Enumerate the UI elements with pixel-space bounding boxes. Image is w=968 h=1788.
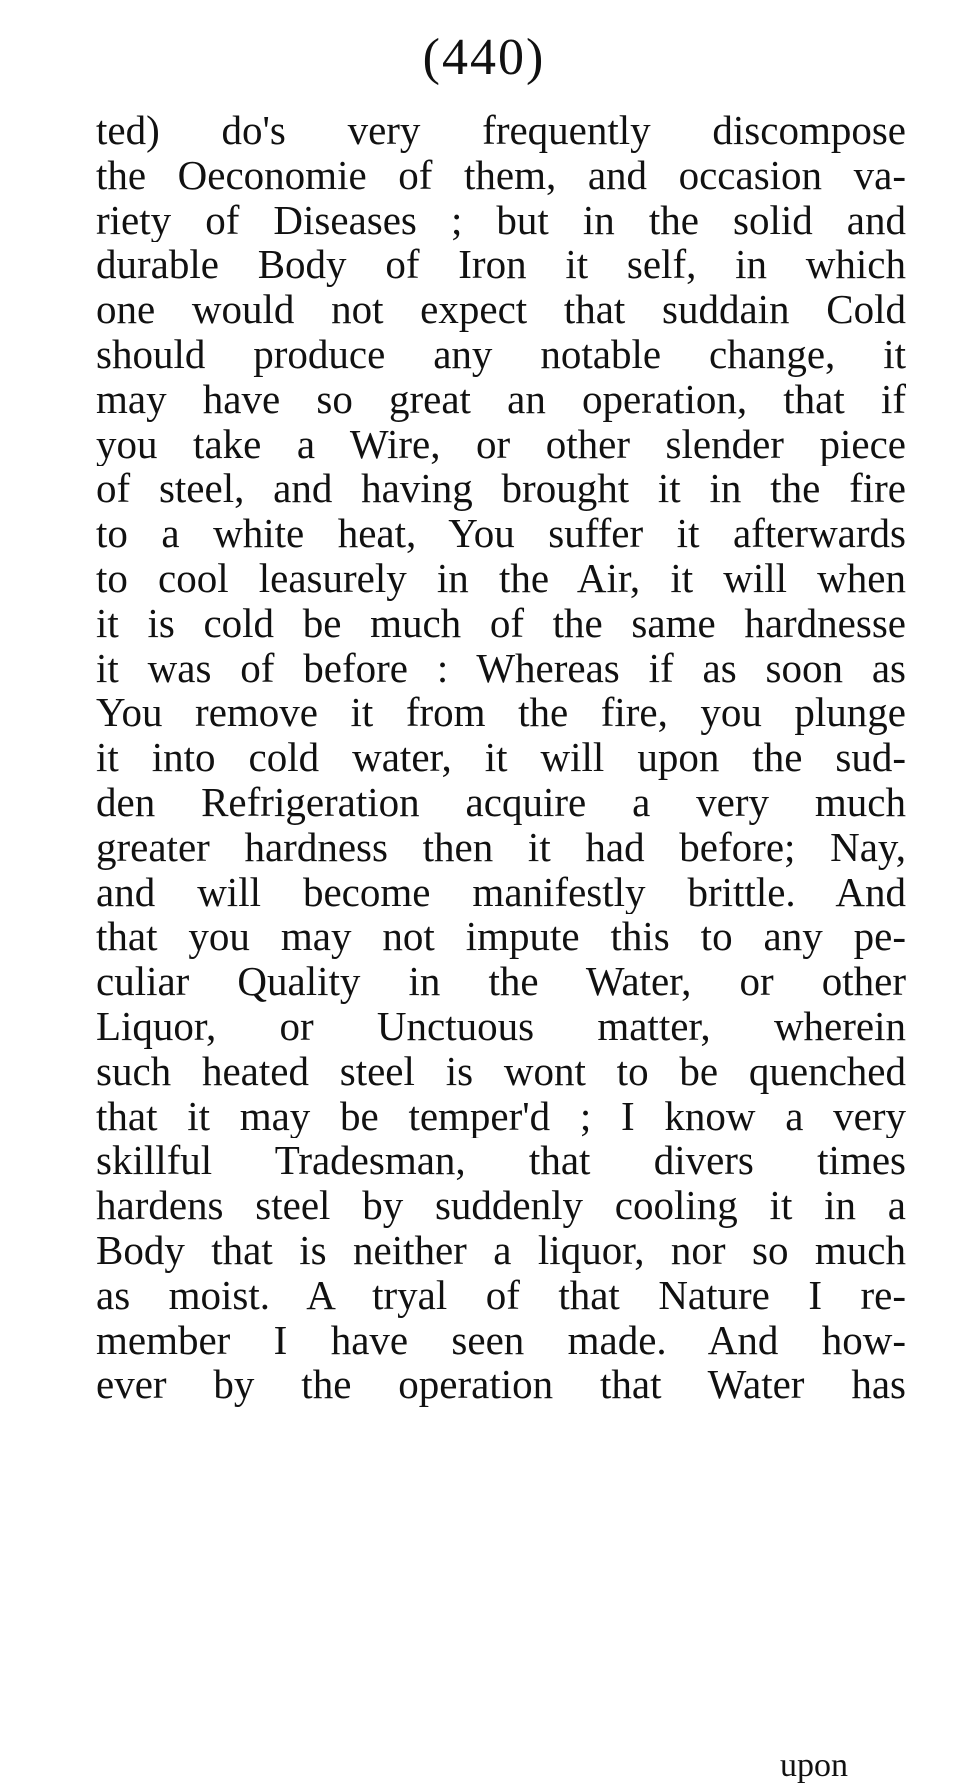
text-line: You remove it from the fire, you plunge (96, 690, 906, 736)
text-line: may have so great an operation, that if (96, 376, 906, 422)
text-line: member I have seen made. And how- (96, 1317, 906, 1363)
text-line: of steel, and having brought it in the fire (96, 466, 906, 512)
text-line: hardens steel by suddenly cooling it in a (96, 1183, 906, 1228)
text-line: and will become manifestly brittle. And (96, 869, 906, 915)
text-line: it is cold be much of the same hardnesse (96, 600, 906, 646)
text-line: you take a Wire, or other slender piece (96, 421, 906, 467)
text-line: culiar Quality in the Water, or other (96, 959, 906, 1004)
text-line: as moist. A tryal of that Nature I re- (96, 1272, 906, 1318)
page-number: (440) (422, 29, 546, 86)
text-line: Body that is neither a liquor, nor so much (96, 1227, 906, 1273)
text-line: one would not expect that suddain Cold (96, 287, 906, 332)
text-line: riety of Diseases ; but in the solid and (96, 197, 906, 243)
text-line: durable Body of Iron it self, in which (96, 242, 906, 288)
text-line: it was of before : Whereas if as soon as (96, 645, 906, 691)
catchword: upon (780, 1747, 848, 1784)
text-line: that it may be temper'd ; I know a very (96, 1093, 906, 1139)
text-line: to cool leasurely in the Air, it will when (96, 555, 906, 601)
text-line: ted) do's very frequently discompose (96, 108, 906, 153)
text-line: Liquor, or Unctuous matter, wherein (96, 1003, 906, 1049)
text-line: that you may not impute this to any pe- (96, 914, 906, 960)
text-line: skillful Tradesman, that divers times (96, 1138, 906, 1184)
text-line: den Refrigeration acquire a very much (96, 779, 906, 825)
text-line: the Oeconomie of them, and occasion va- (96, 152, 906, 198)
body-text (96, 108, 906, 1407)
text-line: ever by the operation that Water has (96, 1362, 906, 1408)
text-line: such heated steel is wont to be quenched (96, 1048, 906, 1094)
text-line: greater hardness then it had before; Nay, (96, 824, 906, 870)
text-line: to a white heat, You suffer it afterwards (96, 511, 906, 556)
text-line: it into cold water, it will upon the sud- (96, 735, 906, 780)
text-line: should produce any notable change, it (96, 331, 906, 377)
